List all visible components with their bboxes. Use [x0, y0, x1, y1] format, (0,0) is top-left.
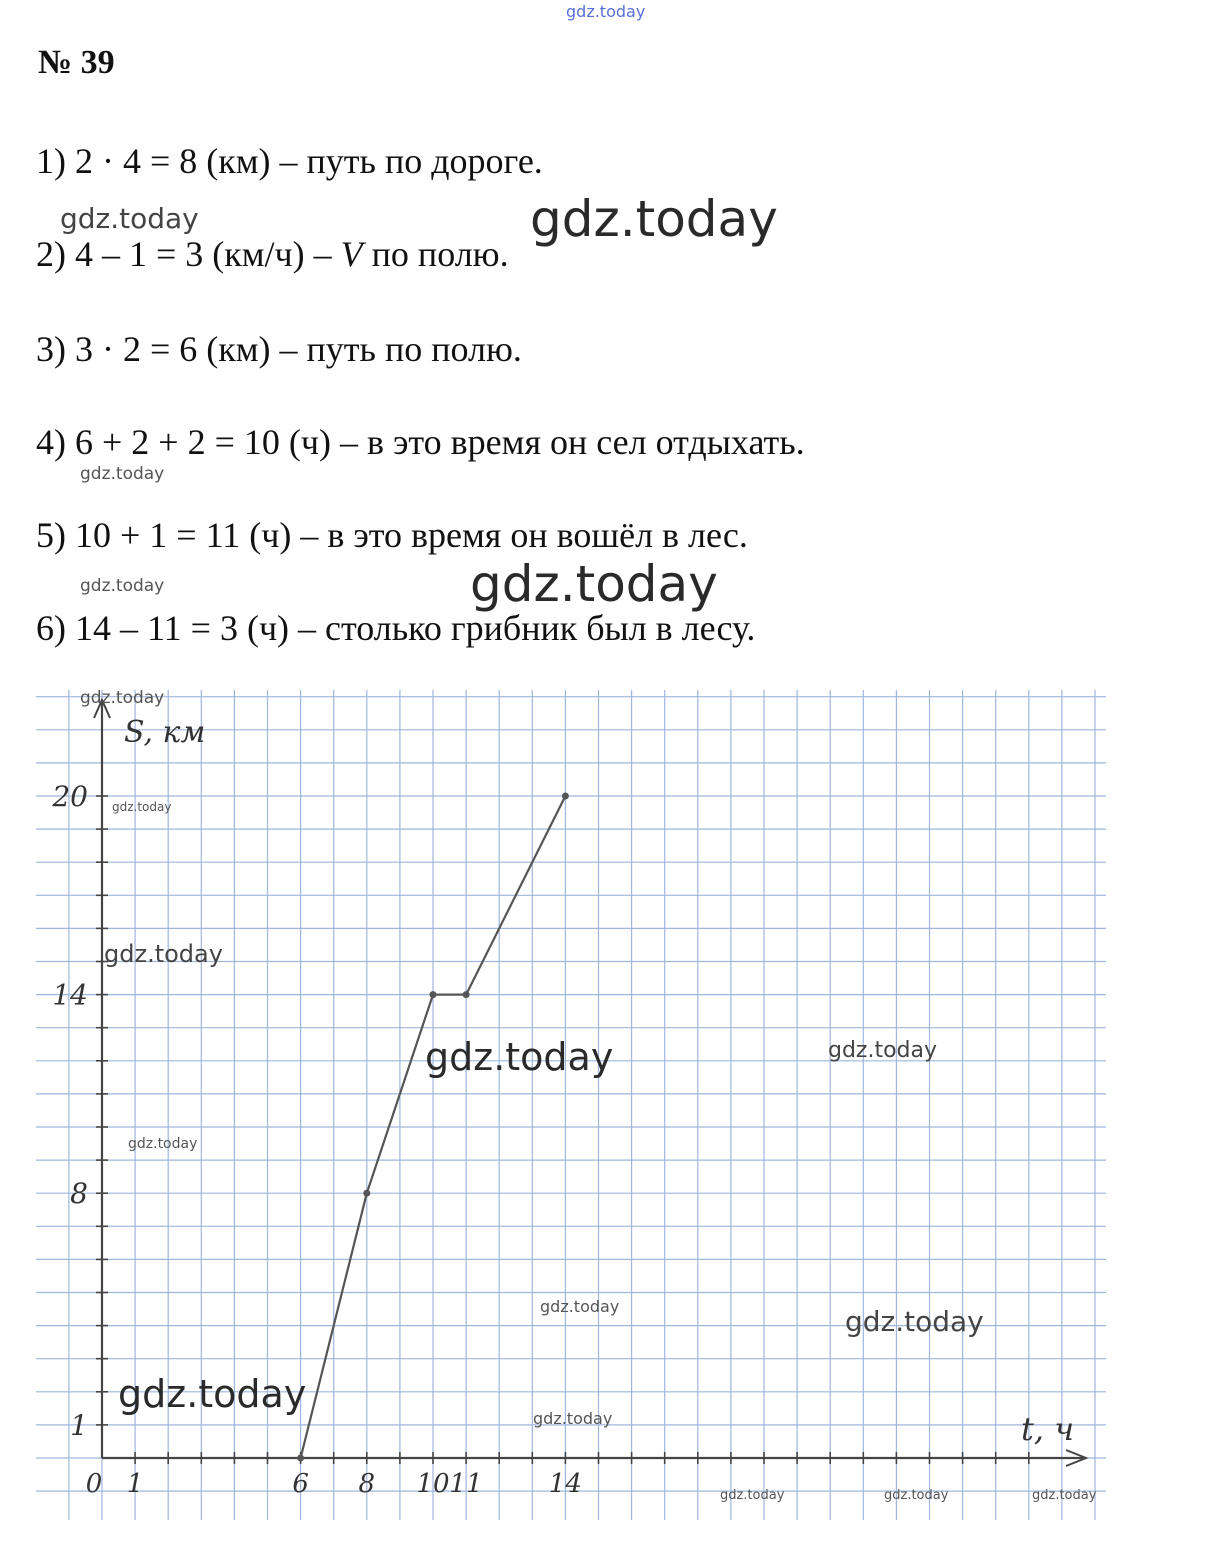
y-tick-label: 8	[70, 1177, 88, 1211]
watermark: gdz.today	[128, 1136, 198, 1152]
watermark: gdz.today	[80, 688, 165, 708]
header-watermark: gdz.today	[566, 2, 646, 21]
watermark: gdz.today	[80, 464, 165, 484]
x-tick-label: 6	[292, 1469, 309, 1499]
y-tick-label: 20	[52, 780, 88, 813]
watermark: gdz.today	[470, 555, 718, 613]
step-2-rest: по полю.	[362, 234, 509, 274]
x-tick-label: 10	[416, 1469, 450, 1499]
step-2	[36, 233, 509, 275]
watermark: gdz.today	[1032, 1488, 1097, 1503]
watermark: gdz.today	[530, 190, 778, 248]
step-2-text: 2) 4 – 1 = 3 (км/ч) –	[36, 234, 341, 274]
step-1-text: 1) 2 · 4 = 8 (км) – путь по дороге.	[36, 141, 543, 181]
watermark: gdz.today	[104, 940, 223, 968]
watermark: gdz.today	[828, 1038, 938, 1063]
data-point	[430, 991, 437, 998]
y-tick-label: 1	[70, 1408, 88, 1442]
watermark: gdz.today	[80, 576, 165, 596]
watermark: gdz.today	[540, 1297, 620, 1316]
x-tick-label: 1	[126, 1469, 144, 1499]
step-3	[36, 328, 522, 370]
step-1	[36, 140, 543, 182]
watermark: gdz.today	[845, 1305, 984, 1338]
watermark: gdz.today	[720, 1488, 785, 1503]
watermark: gdz.today	[118, 1372, 307, 1416]
step-5-text: 5) 10 + 1 = 11 (ч) – в это время он вошёл в лес.	[36, 515, 748, 555]
data-point	[363, 1190, 370, 1197]
y-axis-label: S, км	[124, 715, 206, 750]
problem-number: № 39	[38, 44, 115, 81]
step-5	[36, 514, 748, 556]
watermark: gdz.today	[112, 800, 172, 814]
x-axis-label: t, ч	[1021, 1410, 1075, 1448]
watermark: gdz.today	[425, 1035, 614, 1079]
step-2-variable: V	[340, 234, 363, 274]
watermark: gdz.today	[60, 202, 199, 235]
x-tick-label: 8	[358, 1469, 376, 1499]
x-tick-label: 11	[449, 1469, 483, 1499]
step-6-text: 6) 14 – 11 = 3 (ч) – столько грибник был в лесу.	[36, 608, 756, 648]
step-4-text: 4) 6 + 2 + 2 = 10 (ч) – в это время он сел отдыхать.	[36, 422, 805, 462]
x-tick-label: 0	[85, 1469, 103, 1499]
data-point	[297, 1455, 304, 1462]
watermark: gdz.today	[884, 1488, 949, 1503]
data-point	[463, 991, 470, 998]
step-6	[36, 607, 755, 649]
data-point	[562, 793, 569, 800]
x-tick-label: 14	[548, 1469, 582, 1499]
y-tick-label: 14	[52, 978, 88, 1012]
watermark: gdz.today	[533, 1409, 613, 1428]
step-4	[36, 421, 805, 463]
step-3-text: 3) 3 · 2 = 6 (км) – путь по полю.	[36, 329, 522, 369]
